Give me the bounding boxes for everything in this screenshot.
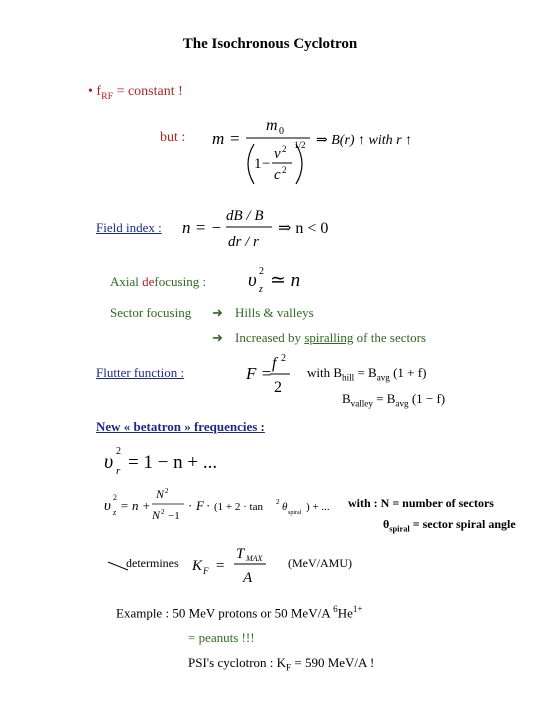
frf-symbol: f: [96, 84, 102, 99]
axial-label-post: focusing :: [154, 274, 207, 289]
arrow-icon: ➜: [212, 305, 223, 320]
he-symbol: He: [337, 605, 353, 621]
velocity-square: 2: [282, 144, 287, 154]
determines-label: determines: [126, 556, 179, 570]
kf-formula: [190, 540, 280, 588]
psi-cyclotron-line: [188, 655, 374, 673]
frf-subscript: RF: [101, 90, 114, 102]
hill-subscript: hill: [342, 372, 355, 383]
theta-subscript: spiral: [288, 510, 302, 516]
flutter-f: f: [272, 355, 277, 372]
valley-subscript: valley: [350, 398, 373, 409]
sector-focusing-label: Sector focusing: [110, 305, 192, 320]
valley-post: (1 − f): [408, 391, 446, 406]
field-index-result: ⇒ n < 0: [278, 220, 329, 237]
flutter-formula: [244, 350, 294, 400]
kf-unit: (MeV/AMU): [288, 556, 352, 570]
rest-mass-symbol: m: [266, 117, 278, 134]
kf-symbol: K: [192, 558, 203, 574]
hill-field-relation: [307, 365, 426, 383]
b-increases-with-r: ⇒ B(r) ↑ with r ↑: [316, 133, 413, 148]
bullet-mark: •: [88, 84, 93, 99]
relativistic-mass-formula: [210, 112, 450, 190]
mass-equals: =: [230, 129, 240, 148]
spiralling-pre: Increased by: [235, 330, 305, 345]
psi-subscript: F: [286, 662, 292, 673]
multiply-dot: ·: [206, 498, 211, 513]
psi-pre: PSI's cyclotron : K: [188, 655, 287, 670]
mass-symbol: m: [212, 129, 225, 148]
spiralling-word: spiralling: [304, 330, 354, 345]
light-speed-symbol: c: [274, 167, 281, 183]
n-squared-exponent: 2: [165, 487, 169, 495]
rest-mass-subscript: 0: [279, 126, 284, 137]
radial-rhs: = 1 − n + ...: [128, 452, 218, 473]
axial-label-de: de: [142, 274, 155, 289]
valley-field-relation: [342, 391, 445, 409]
minus-one: −1: [168, 510, 180, 522]
flutter-f-equals: F =: [246, 364, 273, 383]
psi-post: = 590 MeV/A !: [291, 655, 375, 670]
axial-nu-full-square: 2: [113, 493, 117, 502]
he-isotope: 6: [333, 604, 338, 614]
hill-pre: with B: [307, 365, 343, 380]
theta-def-subscript: spiral: [389, 524, 410, 534]
theta-def-text: = sector spiral angle: [409, 517, 516, 531]
valley-mid: = B: [372, 391, 396, 406]
spiralling-sectors-text: [235, 330, 426, 346]
field-index-formula: [180, 202, 360, 250]
determines-arrow: [104, 560, 134, 574]
axial-nu-full-subscript: z: [113, 508, 117, 517]
example-text: Example : 50 MeV protons or 50 MeV/A: [116, 605, 334, 621]
mass-number-symbol: A: [243, 570, 253, 586]
example-line: [116, 604, 363, 621]
page-title: The Isochronous Cyclotron: [182, 36, 358, 52]
avg-subscript: avg: [376, 372, 390, 383]
kf-subscript: F: [203, 566, 209, 576]
axial-defocusing-label: [110, 274, 206, 290]
flutter-function-label: Flutter function :: [96, 365, 185, 380]
n-squared-denominator: N: [152, 508, 161, 522]
n-sectors-definition: with : N = number of sectors: [348, 496, 494, 510]
radial-nu: υ: [104, 451, 114, 473]
axial-nu-subscript: z: [259, 284, 263, 295]
peanuts-text: = peanuts !!!: [188, 630, 255, 645]
light-speed-square: 2: [282, 165, 287, 175]
flutter-factor: F: [196, 498, 204, 513]
radial-tune-formula: [102, 440, 242, 480]
axial-nu: υ: [248, 270, 257, 291]
axial-nu-square: 2: [259, 266, 264, 277]
but-label: but :: [160, 130, 186, 145]
hill-mid: = B: [354, 365, 377, 380]
betatron-label: New « betatron » frequencies :: [96, 419, 265, 434]
arrow-icon: ➜: [212, 330, 223, 345]
tmax-subscript: MAX: [246, 554, 263, 563]
axial-label-pre: Axial: [110, 274, 143, 289]
frf-constant-line: [88, 84, 183, 102]
field-index-denominator: dr / r: [228, 234, 259, 250]
axial-tune-with-flutter-formula: [102, 484, 342, 530]
axial-tune-formula: [246, 262, 326, 296]
radial-nu-subscript: r: [116, 465, 121, 477]
kf-equals: =: [216, 558, 225, 574]
tmax-symbol: T: [236, 546, 245, 562]
one-digit: 1: [254, 156, 262, 172]
theta-def-symbol: θ: [383, 517, 390, 531]
he-charge: 1+: [352, 604, 363, 614]
valley-avg-subscript: avg: [395, 398, 409, 409]
velocity-symbol: v: [274, 146, 281, 162]
field-index-label: Field index :: [96, 220, 162, 235]
frf-equals-constant: = constant !: [113, 84, 183, 99]
n-squared-numerator: N: [156, 487, 165, 501]
theta-symbol: θ: [282, 501, 288, 513]
field-index-n-equals: n = −: [182, 218, 222, 237]
flutter-f-square: 2: [281, 353, 286, 364]
axial-nu-full: υ: [104, 498, 111, 514]
multiply-dot: ·: [188, 498, 193, 513]
hill-post: (1 + f): [389, 365, 427, 380]
closing-paren: ) + ...: [306, 501, 330, 513]
axial-rhs: ≃ n: [270, 270, 301, 291]
axial-equals-n-plus: = n +: [120, 498, 151, 513]
tan-term: (1 + 2 · tan: [214, 501, 263, 513]
exponent-half: 1/2: [294, 140, 306, 150]
field-index-numerator: dB / B: [226, 208, 264, 224]
n-squared-denominator-exponent: 2: [161, 508, 165, 516]
theta-spiral-definition: [383, 517, 516, 533]
tan-square: 2: [276, 498, 280, 506]
radial-nu-square: 2: [116, 446, 121, 457]
valley-pre: B: [342, 391, 351, 406]
flutter-denominator: 2: [274, 379, 282, 396]
spiralling-post: of the sectors: [353, 330, 426, 345]
hills-valleys-text: Hills & valleys: [235, 305, 314, 320]
minus-sign: −: [262, 156, 271, 172]
